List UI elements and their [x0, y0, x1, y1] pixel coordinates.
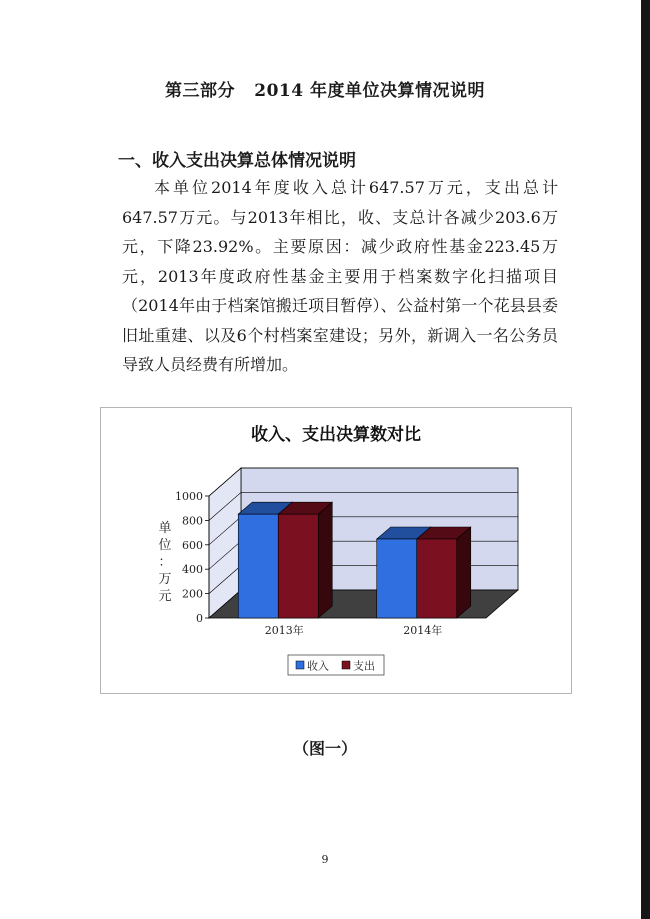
chart-title: 收入、支出决算数对比: [251, 425, 421, 445]
y-tick-label: 600: [182, 538, 203, 552]
y-tick-label: 0: [196, 612, 203, 625]
x-tick-label: 2013年: [264, 624, 304, 637]
y-axis-label-char: 万: [158, 572, 172, 587]
bar-side: [318, 502, 332, 618]
bar-支出-2014年: [417, 539, 457, 618]
section-heading: 一、收入支出决算总体情况说明: [118, 151, 356, 171]
scan-edge: [641, 0, 650, 919]
bar-收入-2013年: [238, 514, 278, 618]
legend-label: 支出: [353, 659, 375, 673]
bar-支出-2013年: [278, 514, 318, 618]
bar-side: [457, 527, 471, 618]
y-tick-label: 200: [182, 587, 203, 601]
bar-收入-2014年: [377, 539, 417, 618]
page-title: 第三部分 2014 年度单位决算情况说明: [165, 81, 485, 101]
page-number: 9: [321, 853, 329, 866]
legend-swatch: [296, 661, 304, 669]
y-tick-label: 1000: [175, 490, 203, 503]
figure-caption: （图一）: [292, 739, 357, 758]
x-tick-label: 2014年: [403, 624, 443, 637]
chart-container: [100, 407, 572, 694]
legend-label: 收入: [307, 659, 329, 673]
y-axis-label-char: 单: [158, 521, 172, 536]
bar-chart: [101, 408, 571, 693]
body-paragraph: 本单位2014年度收入总计647.57万元，支出总计647.57万元。与2013年相比，收、支总计各减少203.6万元，下降23.92%。主要原因：减少政府性基金223.45万元，2013年度政府性基金主要用于档案数字化扫描项目（2014年由于档案馆搬迁项目暂停）、公益村第一个花县县委旧址重建、以及6个村档案室建设；另外，新调入一名公务员导致人员经费有所增加。: [122, 178, 558, 374]
y-tick-label: 800: [182, 514, 203, 528]
y-axis-label-char: 元: [158, 589, 172, 604]
y-tick-label: 400: [182, 563, 203, 577]
legend-swatch: [342, 661, 350, 669]
y-axis-label-char: ：: [158, 555, 172, 570]
y-axis-label-char: 位: [158, 538, 172, 553]
